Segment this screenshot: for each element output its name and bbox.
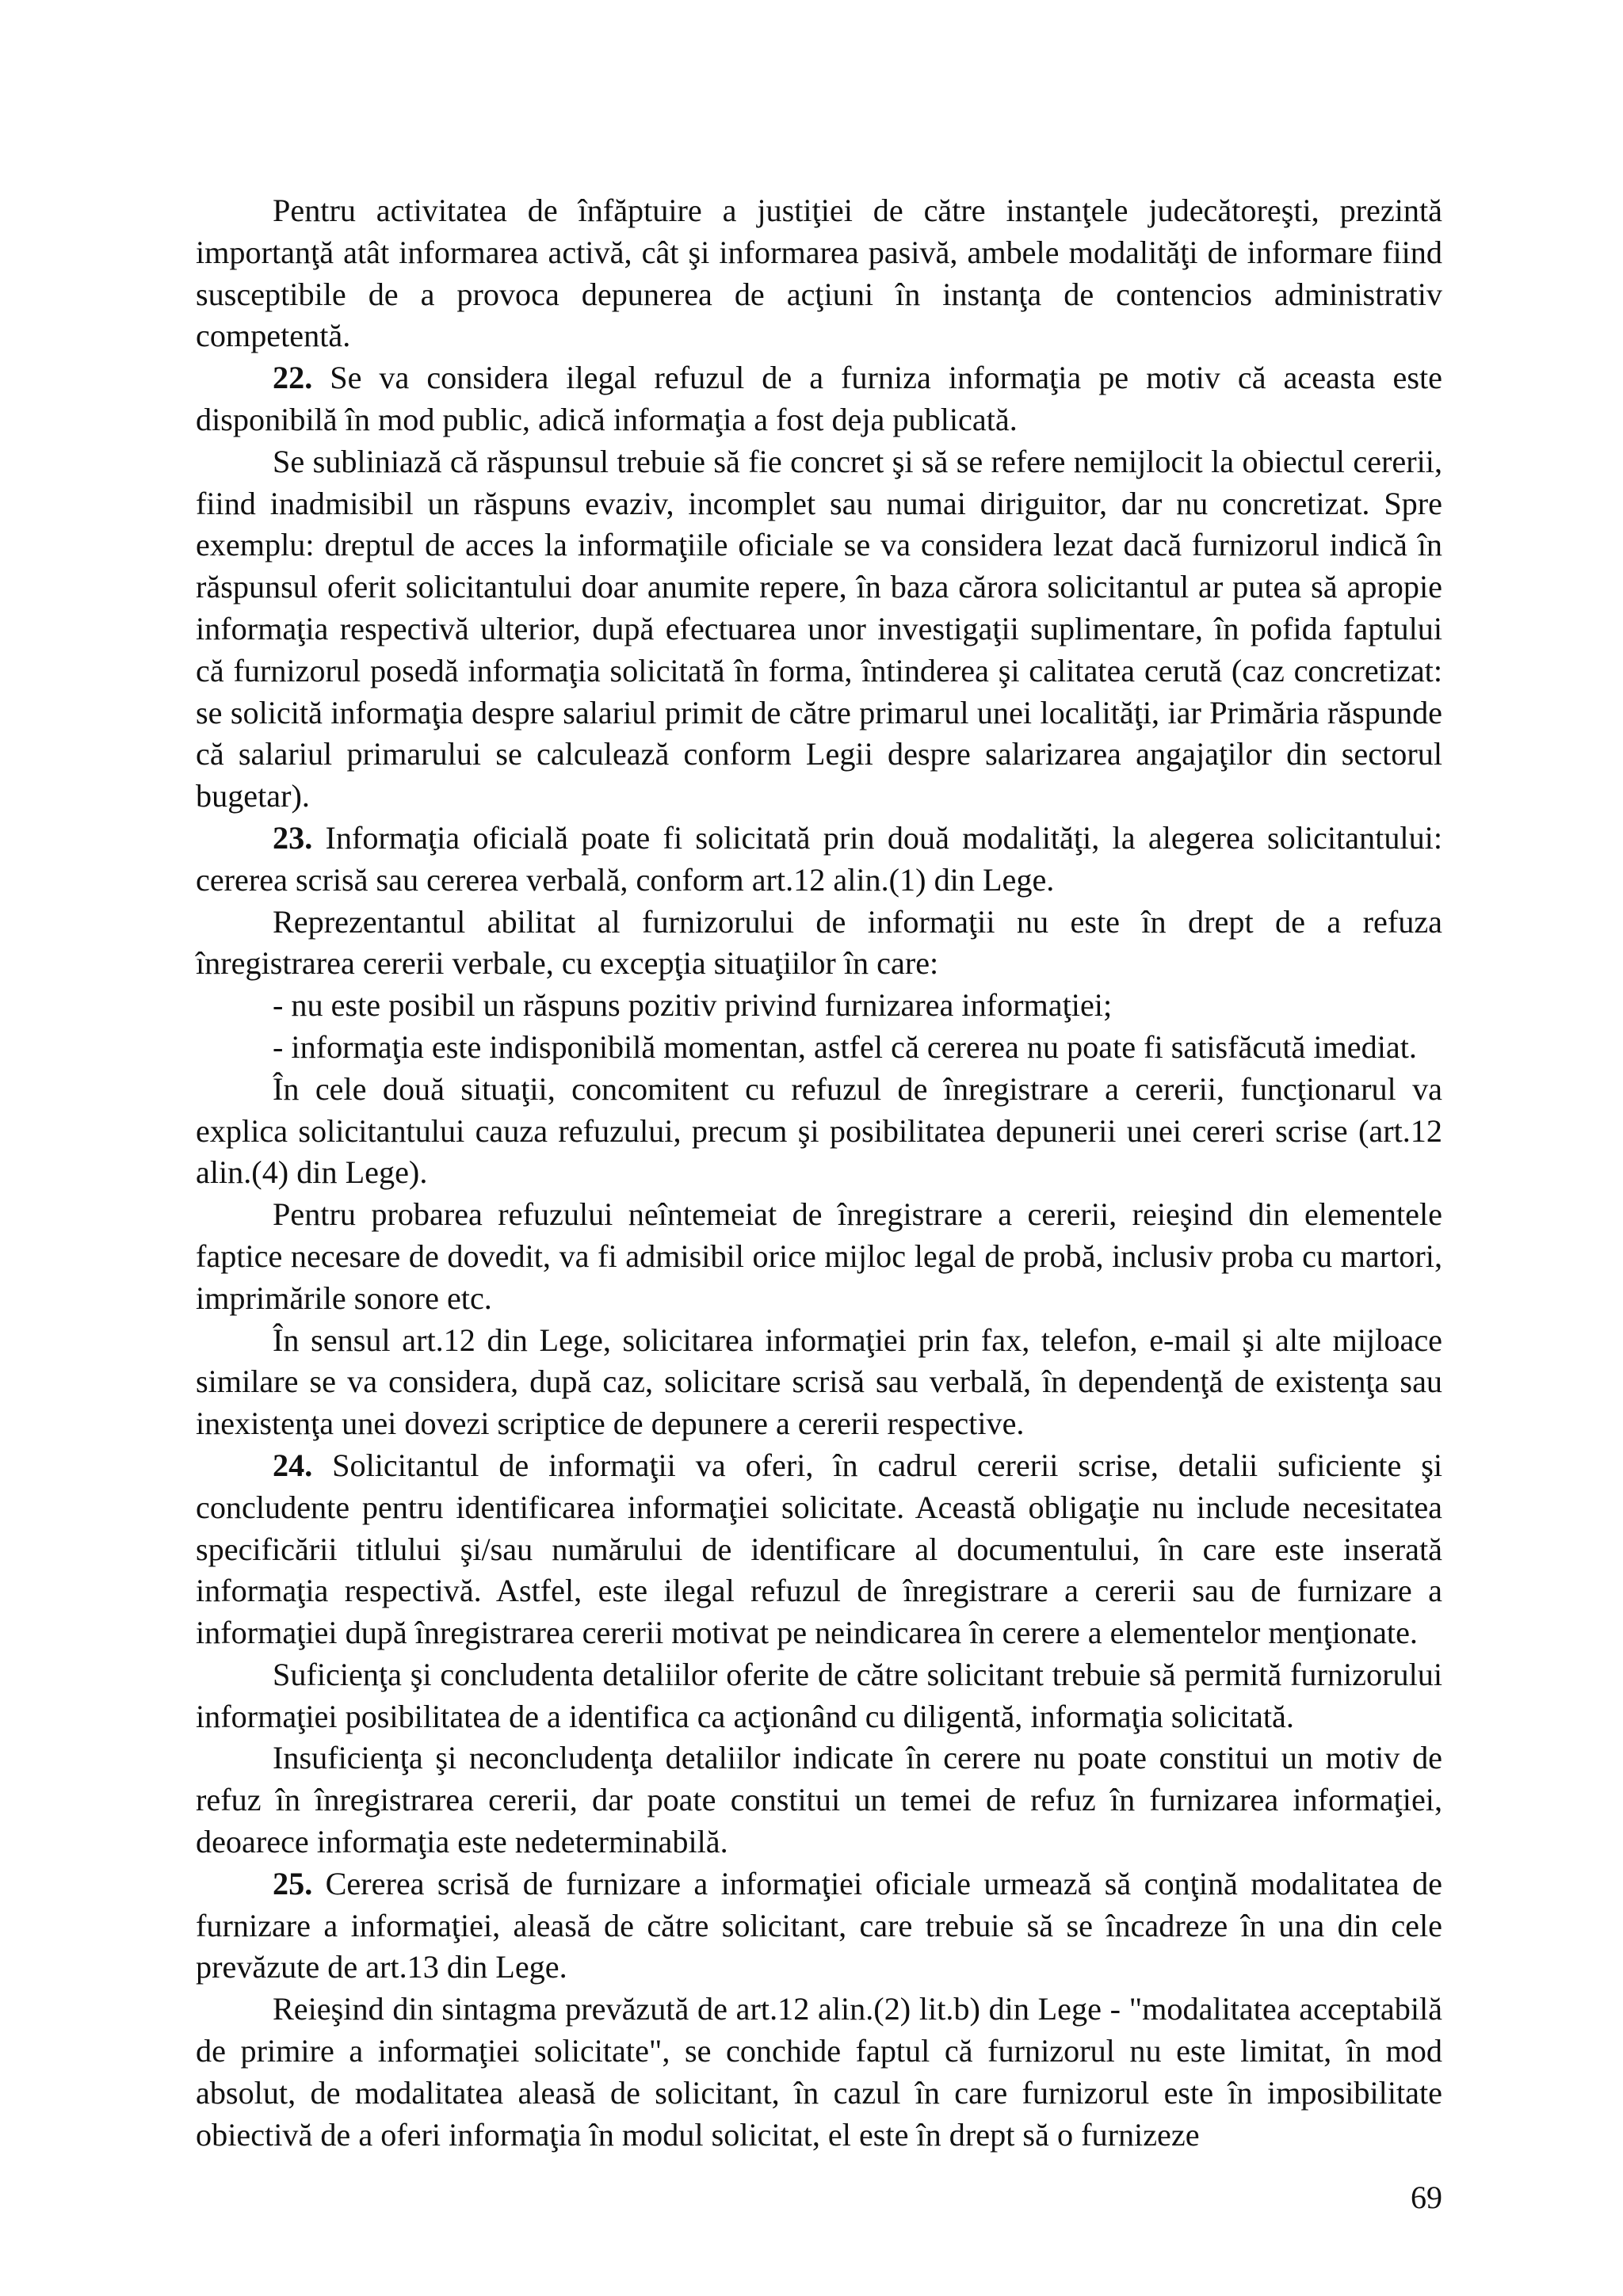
paragraph bbox=[196, 190, 1442, 357]
paragraph-text: Solicitantul de informaţii va oferi, în cadrul cererii scrise, detalii suficiente şi concludente pentru identificarea informaţiei solicitate. Această obligaţie nu include necesitatea specificării titlului şi/sau numărului de identificare al documentului, în care este inserată informaţia respectivă. Astfel, este ilegal refuzul de înregistrare a cererii sau de furnizare a informaţiei după înregistrarea cererii motivat pe neindicarea în cerere a elementelor menţionate. bbox=[196, 1447, 1442, 1651]
paragraph-text: În sensul art.12 din Lege, solicitarea informaţiei prin fax, telefon, e-mail şi alte mijloace similare se va considera, după caz, solicitare scrisă sau verbală, în dependenţă de existenţa sau inexistenţa unei dovezi scriptice de depunere a cererii respective. bbox=[196, 1322, 1442, 1442]
paragraph-text: Informaţia oficială poate fi solicitată prin două modalităţi, la alegerea solicitantului: cererea scrisă sau cererea verbală, conform art.12 alin.(1) din Lege. bbox=[196, 819, 1442, 898]
paragraph bbox=[196, 985, 1442, 1027]
paragraph bbox=[196, 1320, 1442, 1445]
paragraph-number: 24. bbox=[273, 1447, 313, 1483]
paragraph-text: Se subliniază că răspunsul trebuie să fie concret şi să se refere nemijlocit la obiectul cererii, fiind inadmisibil un răspuns evaziv, incomplet sau numai diriguitor, dar nu concretizat. Spre exemplu: dreptul de acces la informaţiile oficiale se va considera lezat dacă furnizorul indică în răspunsul oferit solicitantului doar anumite repere, în baza cărora solicitantul ar putea să apropie informaţia respectivă ulterior, după efectuarea unor investigaţii suplimentare, în pofida faptului că furnizorul posedă informaţia solicitată în forma, întinderea şi calitatea cerută (caz concretizat: se solicită informaţia despre salariul primit de către primarul unei localităţi, iar Primăria răspunde că salariul primarului se calculează conform Legii despre salarizarea angajaţilor din sectorul bugetar). bbox=[196, 443, 1442, 814]
page-number: 69 bbox=[1411, 2180, 1442, 2215]
paragraph-text: - nu este posibil un răspuns pozitiv privind furnizarea informaţiei; bbox=[273, 987, 1113, 1024]
paragraph-number: 25. bbox=[273, 1865, 313, 1901]
paragraph bbox=[196, 902, 1442, 986]
paragraph-text: Reprezentantul abilitat al furnizorului de informaţii nu este în drept de a refuza înregistrarea cererii verbale, cu excepţia situaţiilor în care: bbox=[196, 903, 1442, 982]
paragraph-number: 23. bbox=[273, 819, 313, 856]
paragraph-text: Cererea scrisă de furnizare a informaţiei oficiale urmează să conţină modalitatea de furnizare a informaţiei, aleasă de către solicitant, care trebuie să se încadreze în una din cele prevăzute de art.13 din Lege. bbox=[196, 1865, 1442, 1985]
paragraph-text: Reieşind din sintagma prevăzută de art.12 alin.(2) lit.b) din Lege - "modalitatea acceptabilă de primire a informaţiei solicitate", se conchide faptul că furnizorul nu este limitat, în mod absolut, de modalitatea aleasă de solicitant, în cazul în care furnizorul este în imposibilitate obiectivă de a oferi informaţia în modul solicitat, el este în drept să o furnizeze bbox=[196, 1991, 1442, 2153]
numbered-paragraph bbox=[196, 1445, 1442, 1654]
numbered-paragraph bbox=[196, 357, 1442, 441]
paragraph-text: În cele două situaţii, concomitent cu refuzul de înregistrare a cererii, funcţionarul va explica solicitantului cauza refuzului, precum şi posibilitatea depunerii unei cereri scrise (art.12 alin.(4) din Lege). bbox=[196, 1070, 1442, 1191]
paragraph bbox=[196, 1737, 1442, 1863]
paragraph bbox=[196, 1989, 1442, 2156]
document-body bbox=[196, 190, 1442, 2156]
paragraph-text: Se va considera ilegal refuzul de a furniza informaţia pe motiv că aceasta este disponibilă în mod public, adică informaţia a fost deja publicată. bbox=[196, 360, 1442, 437]
paragraph bbox=[196, 1069, 1442, 1194]
paragraph bbox=[196, 1194, 1442, 1319]
paragraph-text: Pentru activitatea de înfăptuire a justiţiei de către instanţele judecătoreşti, prezintă importanţă atât informarea activă, cât şi informarea pasivă, ambele modalităţi de informare fiind susceptibile de a provoca depunerea de acţiuni în instanţa de contencios administrativ competentă. bbox=[196, 193, 1442, 354]
paragraph bbox=[196, 1027, 1442, 1069]
paragraph-text: Pentru probarea refuzului neîntemeiat de înregistrare a cererii, reieşind din elementele faptice necesare de dovedit, va fi admisibil orice mijloc legal de probă, inclusiv proba cu martori, imprimările sonore etc. bbox=[196, 1196, 1442, 1316]
paragraph bbox=[196, 1654, 1442, 1738]
paragraph-number: 22. bbox=[273, 360, 313, 396]
numbered-paragraph bbox=[196, 818, 1442, 902]
paragraph bbox=[196, 441, 1442, 818]
numbered-paragraph bbox=[196, 1863, 1442, 1989]
paragraph-text: - informaţia este indisponibilă momentan, astfel că cererea nu poate fi satisfăcută imediat. bbox=[273, 1028, 1417, 1065]
paragraph-text: Suficienţa şi concludenta detaliilor oferite de către solicitant trebuie să permită furnizorului informaţiei posibilitatea de a identifica ca acţionând cu diligentă, informaţia solicitată. bbox=[196, 1656, 1442, 1734]
paragraph-text: Insuficienţa şi neconcludenţa detaliilor indicate în cerere nu poate constitui un motiv de refuz în înregistrarea cererii, dar poate constitui un temei de refuz în furnizarea informaţiei, deoarece informaţia este nedeterminabilă. bbox=[196, 1740, 1442, 1860]
